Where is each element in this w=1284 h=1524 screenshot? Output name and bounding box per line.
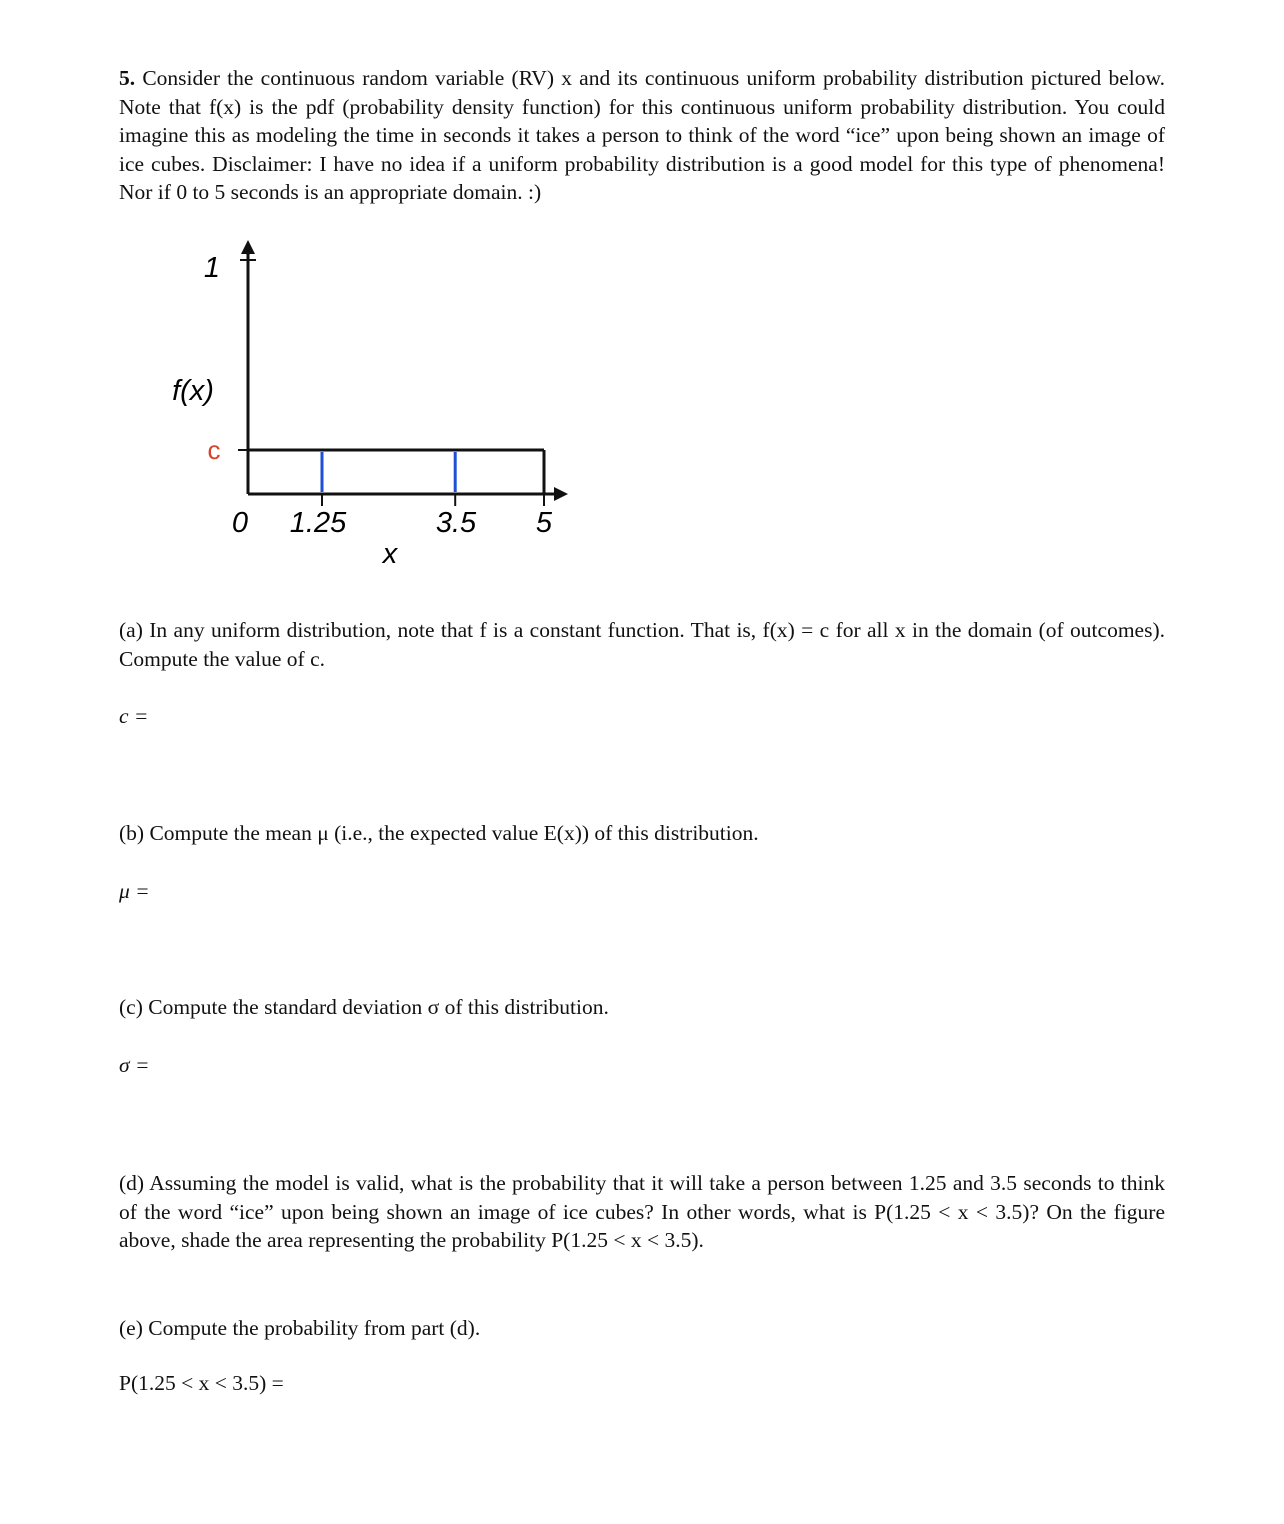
y-tick-label-c: c [207, 435, 221, 465]
part-a-question: (a) In any uniform distribution, note that f is a constant function. That is, f(x) = c for all x in the domain (of outcomes). Compute the value of c. [119, 618, 1165, 671]
x-tick-label-3-5: 3.5 [435, 507, 477, 539]
part-c-question: (c) Compute the standard deviation σ of this distribution. [119, 995, 609, 1019]
part-c-answer-label: σ = [119, 1053, 150, 1077]
part-d-question: (d) Assuming the model is valid, what is the probability that it will take a person between 1.25 and 3.5 seconds to think of the word “ice” upon being shown an image of ice cubes? In other words, what is P(1.25 < x < 3.5)? On the figure above, shade the area representing the probability P(1.25 < x < 3.5). [119, 1171, 1165, 1253]
part-e-question: (e) Compute the probability from part (d). [119, 1316, 481, 1340]
x-tick-label-0: 0 [231, 507, 249, 539]
problem-intro-text: Consider the continuous random variable (RV) x and its continuous uniform probability distribution pictured below. Note that f(x) is the pdf (probability density function) for this continuous uniform probability distribution. You could imagine this as modeling the time in seconds it takes a person to think of the word “ice” upon being shown an image of ice cubes. Disclaimer: I have no idea if a uniform probability distribution is a good model for this type of phenomena! Nor if 0 to 5 seconds is an appropriate domain. :) [119, 66, 1166, 205]
problem-intro [119, 64, 1165, 207]
problem-number: 5. [119, 66, 136, 90]
x-tick-label-1-25: 1.25 [289, 507, 347, 539]
part-b-question: (b) Compute the mean μ (i.e., the expected value E(x)) of this distribution. [119, 821, 759, 845]
uniform-distribution-figure [150, 230, 610, 580]
y-tick-label-1: 1 [203, 252, 221, 284]
part-a-answer-label: c = [119, 704, 149, 728]
x-axis-arrowhead [554, 487, 568, 501]
y-axis-label: f(x) [172, 375, 214, 407]
x-tick-label-5: 5 [535, 507, 553, 539]
part-b-answer-label: μ = [119, 879, 150, 903]
part-e-answer-label: P(1.25 < x < 3.5) = [119, 1371, 284, 1395]
x-axis-label: x [382, 538, 398, 570]
y-axis-arrowhead [241, 240, 255, 254]
